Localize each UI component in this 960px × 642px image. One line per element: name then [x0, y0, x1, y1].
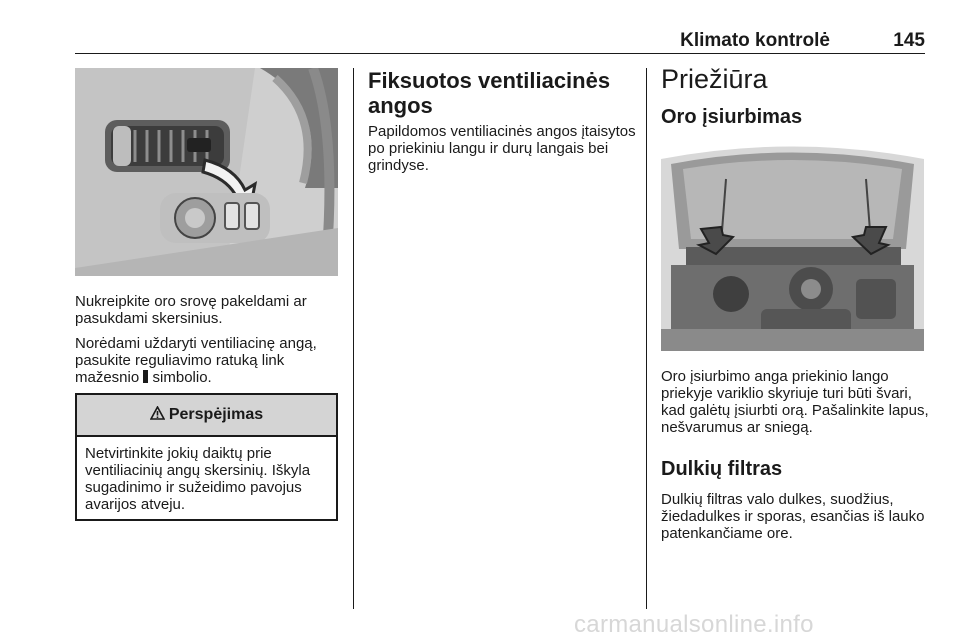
maintenance-heading: Priežiūra	[661, 64, 768, 94]
warning-header	[77, 395, 336, 437]
vent-close-paragraph	[75, 335, 345, 386]
header-rule	[75, 53, 925, 54]
page-number: 145	[893, 30, 925, 51]
vent-close-text-end: simbolio.	[148, 369, 212, 386]
column-divider-right	[646, 68, 647, 609]
warning-body: Netvirtinkite jokių daiktų prie ventiliacinių angų skersinių. Iškyla sugadinimo ir sužeidimo pavojus avarijos atveju.	[85, 445, 311, 513]
vent-close-text-start: Norėdami uždaryti ventiliacinę angą, pasukite reguliavimo ratuką link mažesnio	[75, 335, 317, 386]
dust-filter-heading: Dulkių filtras	[661, 458, 783, 480]
column-divider-left	[353, 68, 354, 609]
warning-triangle-icon	[150, 406, 165, 425]
warning-box	[75, 393, 338, 521]
air-intake-paragraph: Oro įsiurbimo anga priekinio lango priekyje variklio skyriuje turi būti švari, kad galėtų įsiurbti orą. Pašalinkite lapus, nešvarumus ar sniegą.	[661, 368, 929, 436]
vent-instruction-paragraph: Nukreipkite oro srovę pakeldami ar pasukdami skersinius.	[75, 293, 307, 327]
page-header-title: Klimato kontrolė	[680, 30, 830, 51]
fixed-vents-heading: Fiksuotos ventiliacinės angos	[368, 68, 611, 118]
dust-filter-paragraph: Dulkių filtras valo dulkes, suodžius, žiedadulkes ir sporas, esančias iš lauko patenkančiame ore.	[661, 491, 925, 542]
air-vent-figure	[75, 68, 338, 276]
engine-bay-illustration-icon	[661, 139, 924, 351]
warning-title: Perspėjimas	[168, 406, 264, 423]
fixed-vents-paragraph: Papildomos ventiliacinės angos įtaisytos po priekiniu langu ir durų langais bei grindyse.	[368, 123, 636, 174]
air-intake-heading: Oro įsiurbimas	[661, 106, 803, 128]
engine-bay-figure	[661, 139, 924, 351]
watermark: carmanualsonline.info	[574, 611, 814, 638]
air-vent-illustration-icon	[75, 68, 338, 276]
